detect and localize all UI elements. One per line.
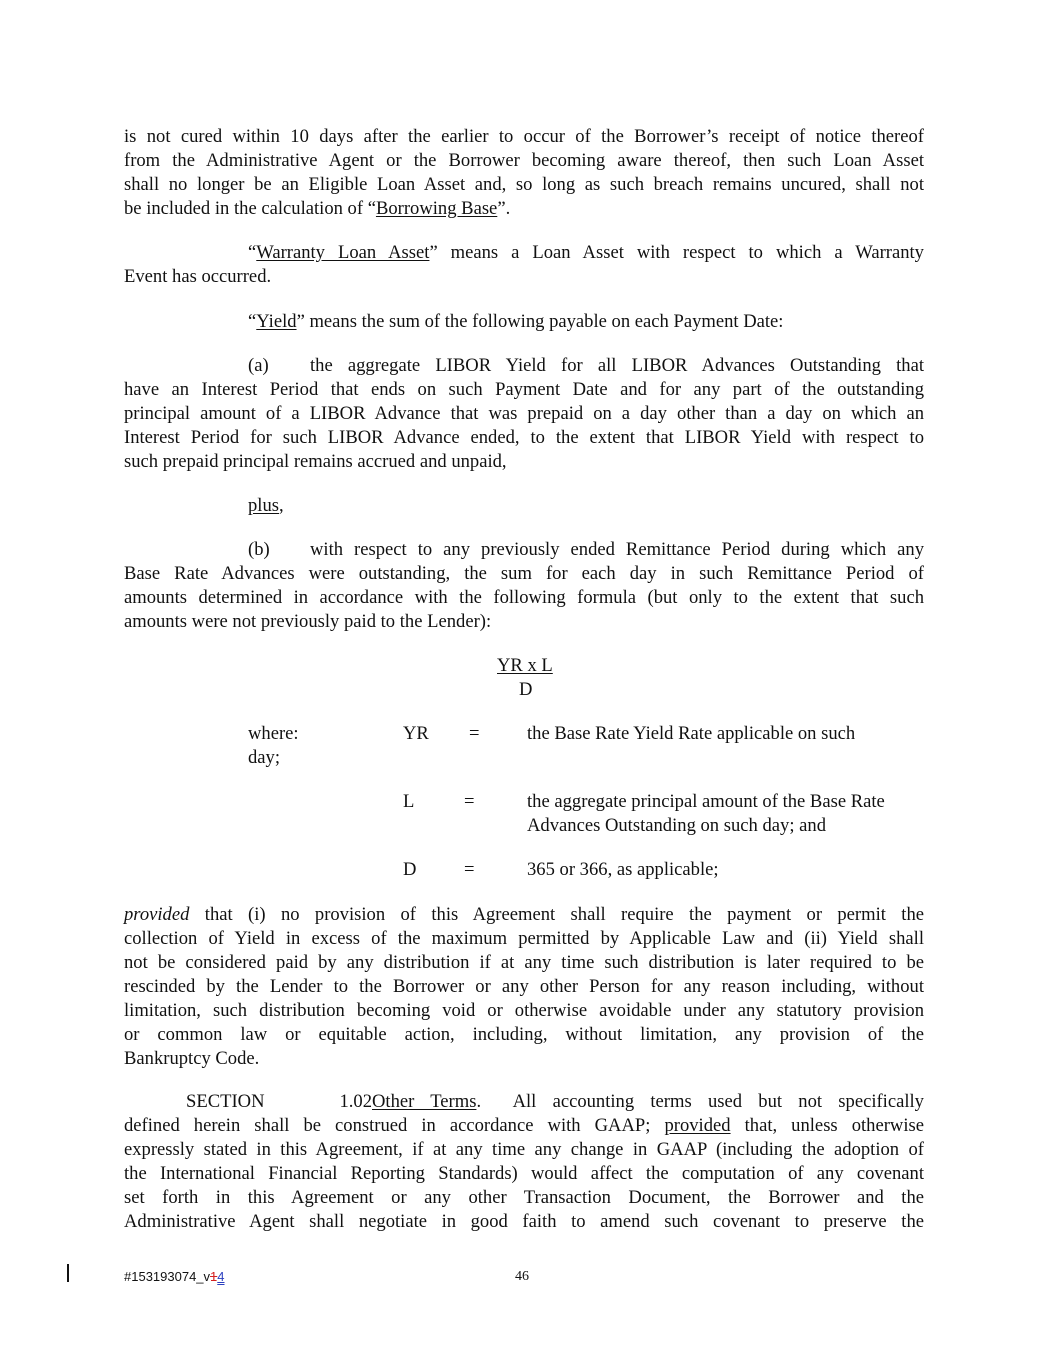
definition-yield	[124, 310, 924, 334]
equals-sign: =	[469, 723, 480, 744]
section-number: SECTION 1.02	[186, 1091, 372, 1112]
text-line: SECTION 1.02Other Terms. All accounting terms used but not specifically	[186, 1091, 924, 1112]
page-number: 46	[515, 1269, 529, 1284]
text-line: provided that (i) no provision of this Agreement shall require the payment or permit the	[124, 904, 924, 925]
defined-term-warranty-loan-asset: Warranty Loan Asset	[256, 242, 430, 263]
text-line: be included in the calculation of “Borrowing Base”.	[124, 198, 511, 219]
text-line: (a) the aggregate LIBOR Yield for all LIBOR Advances Outstanding that	[248, 355, 924, 376]
proviso-paragraph	[124, 903, 924, 1071]
variable-symbol-yr: YR	[403, 723, 429, 744]
text-line: shall no longer be an Eligible Loan Asset and, so long as such breach remains uncured, shall not	[124, 174, 924, 195]
text-line: amounts were not previously paid to the Lender):	[124, 611, 492, 632]
footer-doc-id: #153193074_v14	[124, 1269, 225, 1284]
text-line: expressly stated in this Agreement, if at any time any change in GAAP (including the adoption of	[124, 1139, 924, 1160]
text-line: Event has occurred.	[124, 266, 272, 287]
text-line: from the Administrative Agent or the Borrower becoming aware thereof, then such Loan Asset	[124, 150, 924, 171]
text-line: have an Interest Period that ends on such Payment Date and for any part of the outstanding	[124, 379, 924, 400]
variable-definition-d: 365 or 366, as applicable;	[527, 859, 719, 880]
equals-sign: =	[464, 791, 475, 812]
text-line: defined herein shall be construed in accordance with GAAP; provided that, unless otherwise	[124, 1115, 924, 1136]
paragraph-eligible-loan-asset	[124, 125, 924, 221]
defined-term-yield: Yield	[256, 311, 297, 332]
text-line: amounts determined in accordance with the following formula (but only to the extent that such	[124, 587, 924, 608]
defined-term-borrowing-base: Borrowing Base	[375, 198, 498, 219]
revision-change-bar	[67, 1264, 69, 1282]
variable-definition-l: the aggregate principal amount of the Base Rate	[527, 791, 885, 812]
text-line: set forth in this Agreement or any other Transaction Document, the Borrower and the	[124, 1187, 924, 1208]
section-title: Other Terms	[372, 1091, 477, 1112]
provided-underlined: provided	[664, 1115, 731, 1136]
text-line: collection of Yield in excess of the maximum permitted by Applicable Law and (ii) Yield shall	[124, 928, 924, 949]
formula-denominator: D	[519, 679, 533, 700]
plus-word: plus	[248, 495, 279, 516]
connector-plus: plus,	[248, 495, 284, 516]
text-line: not be considered paid by any distribution if at any time such distribution is later required to be	[124, 952, 924, 973]
text-line: such prepaid principal remains accrued and unpaid,	[124, 451, 507, 472]
clause-b	[124, 538, 924, 634]
text-line: rescinded by the Lender to the Borrower or any other Person for any reason including, without	[124, 976, 924, 997]
inserted-version: 4	[217, 1269, 225, 1284]
text-line: the International Financial Reporting Standards) would affect the computation of any covenant	[124, 1163, 924, 1184]
text-line: principal amount of a LIBOR Advance that was prepaid on a day other than a day on which an	[124, 403, 924, 424]
section-1-02	[124, 1090, 924, 1234]
text-line: is not cured within 10 days after the earlier to occur of the Borrower’s receipt of notice thereof	[124, 126, 924, 147]
text-line: “Yield” means the sum of the following payable on each Payment Date:	[248, 311, 784, 332]
text-line: “Warranty Loan Asset” means a Loan Asset with respect to which a Warranty	[248, 242, 924, 263]
clause-label: (b)	[248, 539, 270, 560]
clause-a	[124, 354, 924, 474]
provided-italic: provided	[124, 904, 190, 925]
formula-numerator: YR x L	[497, 655, 553, 676]
variable-definition-l-cont: Advances Outstanding on such day; and	[527, 815, 826, 836]
text-line: Interest Period for such LIBOR Advance ended, to the extent that LIBOR Yield with respect to	[124, 427, 924, 448]
equals-sign: =	[464, 859, 475, 880]
clause-label: (a)	[248, 355, 269, 376]
text-line: Administrative Agent shall negotiate in good faith to amend such covenant to preserve the	[124, 1211, 924, 1232]
text-line: limitation, such distribution becoming void or otherwise avoidable under any statutory provision	[124, 1000, 924, 1021]
variable-symbol-d: D	[403, 859, 417, 880]
text-line: (b) with respect to any previously ended Remittance Period during which any	[248, 539, 924, 560]
definition-warranty-loan-asset	[124, 241, 924, 289]
where-wrap: day;	[248, 747, 281, 768]
variable-symbol-l: L	[403, 791, 415, 812]
text-line: Base Rate Advances were outstanding, the sum for each day in such Remittance Period of	[124, 563, 924, 584]
variable-definition-yr: the Base Rate Yield Rate applicable on such	[527, 723, 856, 744]
text-line: Bankruptcy Code.	[124, 1048, 260, 1069]
text-line: or common law or equitable action, including, without limitation, any provision of the	[124, 1024, 924, 1045]
deleted-version: 1	[210, 1269, 218, 1284]
where-label: where:	[248, 723, 299, 744]
